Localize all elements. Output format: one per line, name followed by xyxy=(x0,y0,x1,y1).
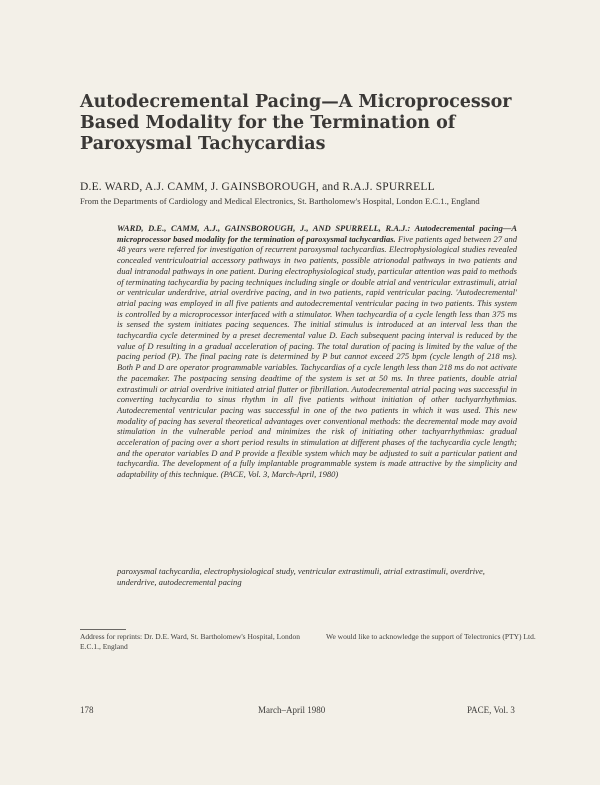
acknowledgement-footnote: We would like to acknowledge the support of Telectronics (PTY) Ltd. xyxy=(326,632,536,641)
author-list: D.E. WARD, A.J. CAMM, J. GAINSBOROUGH, and R.A.J. SPURRELL xyxy=(80,181,435,193)
abstract-body: Five patients aged between 27 and 48 years were referred for investigation of recurrent paroxysmal tachycardias. Electrophysiological studies revealed concealed ventriculoatrial accessory pathways in two patients, possible atrionodal pathways in two patients and dual intranodal pathways in one patient. During electrophysiological study, particular attention was paid to methods of terminating tachycardia by pacing techniques including single or double atrial and ventricular extrastimuli, atrial or ventricular underdrive, atrial overdrive pacing, and in two patients, rapid ventricular pacing. 'Autodecremental' atrial pacing was employed in all five patients and autodecremental ventricular pacing in two patients. This system is controlled by a microprocessor interfaced with a stimulator. When tachycardia of a cycle length less than 375 ms is sensed the system initiates pacing sequences. The initial stimulus is introduced at an interval less than the tachycardia cycle determined by a preset decremental value D. Each subsequent pacing interval is reduced by the value of D resulting in a gradual acceleration of pacing. The total duration of pacing is limited by the value of the pacing period (P). The final pacing rate is determined by P but cannot exceed 275 bpm (cycle length of 218 ms). Both P and D are operator programmable variables. Tachycardias of a cycle length less than 218 ms do not activate the pacemaker. The postpacing sensing deadtime of the system is set at 50 ms. In three patients, double atrial extrastimuli or atrial overdrive initiated atrial flutter or fibrillation. Autodecremental atrial pacing was successful in converting tachycardia to sinus rhythm in all five patients without initiation of other tachyarrhythmias. Autodecremental ventricular pacing was successful in one of the two patients in which it was used. This new modality of pacing has several theoretical advantages over conventional methods: the decremental mode may avoid stimulation in the vulnerable period and minimizes the risk of initiating other tachyarrhythmias: gradual acceleration of pacing over a short period results in stimulation at different phases of the tachycardia cycle length; and the operator variables D and P provide a flexible system which may be adjusted to suit a particular patient and tachycardia. The development of a fully implantable programmable system is made attractive by the simplicity and adaptability of this technique. (PACE, Vol. 3, March-April, 1980) xyxy=(117,233,517,480)
abstract xyxy=(117,223,517,480)
affiliation: From the Departments of Cardiology and Medical Electronics, St. Bartholomew's Hospital, London E.C.1., England xyxy=(80,196,480,206)
issue-date: March–April 1980 xyxy=(258,705,326,715)
journal-reference: PACE, Vol. 3 xyxy=(467,705,515,715)
page-number: 178 xyxy=(80,705,94,715)
article-title: Autodecremental Pacing—A Microprocessor Based Modality for the Termination of Paroxysmal Tachycardias xyxy=(80,92,512,154)
footnote-divider xyxy=(80,629,126,630)
reprint-footnote: Address for reprints: Dr. D.E. Ward, St. Bartholomew's Hospital, London E.C.1., England xyxy=(80,632,300,651)
keywords: paroxysmal tachycardia, electrophysiological study, ventricular extrastimuli, atrial extrastimuli, overdrive, underdrive, autodecremental pacing xyxy=(117,566,485,587)
abstract-citation: WARD, D.E., CAMM, A.J., GAINSBOROUGH, J., AND SPURRELL, R.A.J.: Autodecremental pacing—A microprocessor based modality for the termination of paroxysmal tachycardias. xyxy=(117,223,517,244)
